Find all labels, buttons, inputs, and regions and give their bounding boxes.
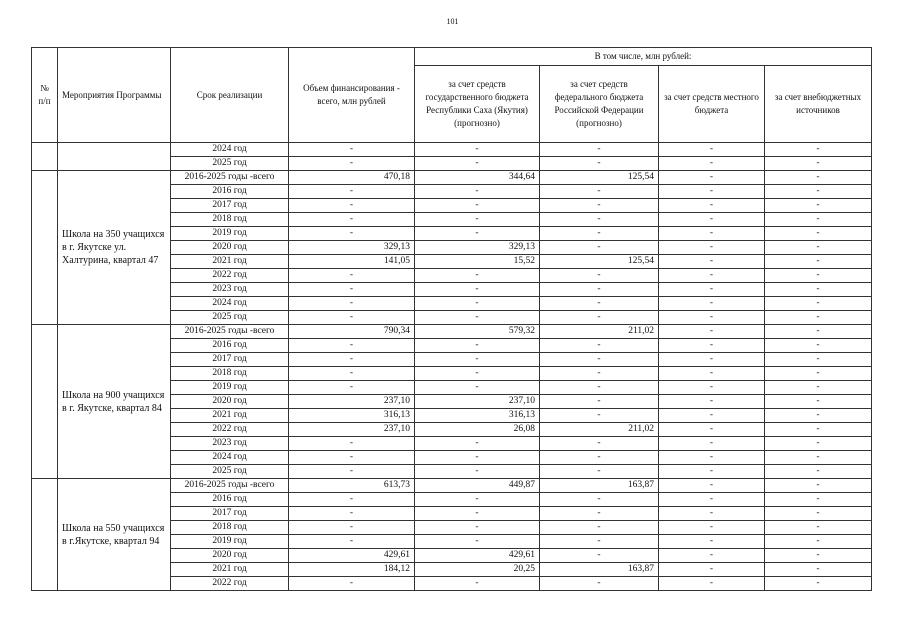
total-cell: - — [289, 157, 415, 171]
extra-cell: - — [765, 367, 872, 381]
period-cell: 2017 год — [171, 353, 289, 367]
header-events: Мероприятия Программы — [58, 48, 171, 143]
extra-cell: - — [765, 563, 872, 577]
federal-cell: - — [540, 549, 659, 563]
republic-cell: - — [415, 521, 540, 535]
period-cell: 2025 год — [171, 465, 289, 479]
total-cell: - — [289, 269, 415, 283]
period-cell: 2018 год — [171, 213, 289, 227]
local-cell: - — [659, 507, 765, 521]
local-cell: - — [659, 185, 765, 199]
federal-cell: - — [540, 199, 659, 213]
header-num: № п/п — [32, 48, 58, 143]
header-extra-budget: за счет внебюджетных источников — [765, 66, 872, 143]
total-cell: 316,13 — [289, 409, 415, 423]
total-cell: - — [289, 297, 415, 311]
federal-cell: - — [540, 465, 659, 479]
total-cell: - — [289, 577, 415, 591]
total-cell: - — [289, 339, 415, 353]
page-number: 101 — [446, 17, 459, 26]
period-cell: 2019 год — [171, 535, 289, 549]
local-cell: - — [659, 535, 765, 549]
total-cell: - — [289, 535, 415, 549]
total-cell: - — [289, 143, 415, 157]
period-cell: 2016 год — [171, 185, 289, 199]
period-cell: 2024 год — [171, 297, 289, 311]
local-cell: - — [659, 423, 765, 437]
extra-cell: - — [765, 227, 872, 241]
total-cell: - — [289, 493, 415, 507]
row-number-cell — [32, 171, 58, 325]
extra-cell: - — [765, 451, 872, 465]
federal-cell: 125,54 — [540, 171, 659, 185]
federal-cell: - — [540, 185, 659, 199]
local-cell: - — [659, 199, 765, 213]
republic-cell: - — [415, 185, 540, 199]
period-cell: 2024 год — [171, 451, 289, 465]
extra-cell: - — [765, 409, 872, 423]
federal-cell: - — [540, 241, 659, 255]
republic-cell: - — [415, 213, 540, 227]
federal-cell: - — [540, 269, 659, 283]
local-cell: - — [659, 367, 765, 381]
extra-cell: - — [765, 255, 872, 269]
extra-cell: - — [765, 395, 872, 409]
republic-cell: - — [415, 367, 540, 381]
republic-cell: 26,08 — [415, 423, 540, 437]
period-cell: 2018 год — [171, 521, 289, 535]
extra-cell: - — [765, 241, 872, 255]
total-cell: 329,13 — [289, 241, 415, 255]
extra-cell: - — [765, 171, 872, 185]
local-cell: - — [659, 269, 765, 283]
local-cell: - — [659, 409, 765, 423]
total-cell: - — [289, 185, 415, 199]
federal-cell: 163,87 — [540, 563, 659, 577]
republic-cell: - — [415, 157, 540, 171]
total-cell: - — [289, 381, 415, 395]
total-cell: - — [289, 311, 415, 325]
local-cell: - — [659, 157, 765, 171]
total-cell: - — [289, 367, 415, 381]
federal-cell: 211,02 — [540, 423, 659, 437]
table-header — [32, 48, 872, 143]
extra-cell: - — [765, 143, 872, 157]
federal-cell: - — [540, 507, 659, 521]
event-name: Школа на 900 учащихся в г. Якутске, квартал 84 — [58, 325, 171, 479]
extra-cell: - — [765, 157, 872, 171]
financing-table — [31, 47, 872, 591]
republic-cell: - — [415, 353, 540, 367]
republic-cell: 429,61 — [415, 549, 540, 563]
republic-cell: - — [415, 269, 540, 283]
total-cell: 470,18 — [289, 171, 415, 185]
row-number-cell — [32, 479, 58, 591]
local-cell: - — [659, 549, 765, 563]
total-cell: - — [289, 521, 415, 535]
local-cell: - — [659, 325, 765, 339]
total-cell: - — [289, 353, 415, 367]
local-cell: - — [659, 241, 765, 255]
extra-cell: - — [765, 325, 872, 339]
total-cell: 184,12 — [289, 563, 415, 577]
period-cell: 2017 год — [171, 507, 289, 521]
republic-cell: - — [415, 227, 540, 241]
republic-cell: - — [415, 199, 540, 213]
period-cell: 2017 год — [171, 199, 289, 213]
federal-cell: - — [540, 353, 659, 367]
period-cell: 2021 год — [171, 563, 289, 577]
local-cell: - — [659, 395, 765, 409]
table-row — [32, 171, 872, 185]
federal-cell: - — [540, 339, 659, 353]
total-cell: - — [289, 451, 415, 465]
federal-cell: 163,87 — [540, 479, 659, 493]
header-local-budget: за счет средств местного бюджета — [659, 66, 765, 143]
table-body — [32, 143, 872, 591]
local-cell: - — [659, 577, 765, 591]
republic-cell: - — [415, 577, 540, 591]
event-name: Школа на 550 учащихся в г.Якутске, квартал 94 — [58, 479, 171, 591]
republic-cell: 344,64 — [415, 171, 540, 185]
republic-cell: - — [415, 535, 540, 549]
total-cell: - — [289, 213, 415, 227]
local-cell: - — [659, 451, 765, 465]
federal-cell: - — [540, 297, 659, 311]
local-cell: - — [659, 381, 765, 395]
federal-cell: - — [540, 437, 659, 451]
federal-cell: - — [540, 535, 659, 549]
republic-cell: - — [415, 451, 540, 465]
row-number-cell — [32, 325, 58, 479]
federal-cell: - — [540, 143, 659, 157]
row-number-cell — [32, 143, 58, 171]
local-cell: - — [659, 493, 765, 507]
federal-cell: - — [540, 311, 659, 325]
total-cell: - — [289, 283, 415, 297]
extra-cell: - — [765, 465, 872, 479]
total-cell: 237,10 — [289, 423, 415, 437]
republic-cell: - — [415, 465, 540, 479]
local-cell: - — [659, 227, 765, 241]
total-cell: - — [289, 227, 415, 241]
period-cell: 2016-2025 годы -всего — [171, 171, 289, 185]
period-cell: 2023 год — [171, 437, 289, 451]
republic-cell: - — [415, 437, 540, 451]
header-period: Срок реализации — [171, 48, 289, 143]
federal-cell: - — [540, 493, 659, 507]
total-cell: - — [289, 437, 415, 451]
total-cell: - — [289, 199, 415, 213]
table-row — [32, 143, 872, 157]
federal-cell: - — [540, 157, 659, 171]
total-cell: 613,73 — [289, 479, 415, 493]
extra-cell: - — [765, 213, 872, 227]
table-row — [32, 325, 872, 339]
period-cell: 2020 год — [171, 395, 289, 409]
republic-cell: - — [415, 493, 540, 507]
period-cell: 2016-2025 годы -всего — [171, 479, 289, 493]
total-cell: 429,61 — [289, 549, 415, 563]
period-cell: 2022 год — [171, 423, 289, 437]
extra-cell: - — [765, 353, 872, 367]
extra-cell: - — [765, 311, 872, 325]
extra-cell: - — [765, 283, 872, 297]
republic-cell: - — [415, 283, 540, 297]
period-cell: 2019 год — [171, 381, 289, 395]
local-cell: - — [659, 171, 765, 185]
local-cell: - — [659, 465, 765, 479]
extra-cell: - — [765, 437, 872, 451]
event-name: Школа на 350 учащихся в г. Якутске ул. Халтурина, квартал 47 — [58, 171, 171, 325]
total-cell: 237,10 — [289, 395, 415, 409]
republic-cell: - — [415, 381, 540, 395]
republic-cell: 579,32 — [415, 325, 540, 339]
header-including: В том числе, млн рублей: — [415, 48, 872, 66]
extra-cell: - — [765, 577, 872, 591]
local-cell: - — [659, 353, 765, 367]
republic-cell: - — [415, 143, 540, 157]
period-cell: 2025 год — [171, 157, 289, 171]
republic-cell: - — [415, 311, 540, 325]
republic-cell: 237,10 — [415, 395, 540, 409]
federal-cell: - — [540, 283, 659, 297]
extra-cell: - — [765, 269, 872, 283]
period-cell: 2022 год — [171, 269, 289, 283]
federal-cell: - — [540, 521, 659, 535]
local-cell: - — [659, 213, 765, 227]
local-cell: - — [659, 521, 765, 535]
total-cell: 790,34 — [289, 325, 415, 339]
federal-cell: - — [540, 227, 659, 241]
republic-cell: - — [415, 507, 540, 521]
local-cell: - — [659, 339, 765, 353]
local-cell: - — [659, 311, 765, 325]
federal-cell: - — [540, 409, 659, 423]
period-cell: 2021 год — [171, 409, 289, 423]
federal-cell: - — [540, 367, 659, 381]
federal-cell: - — [540, 395, 659, 409]
header-total: Объем финансирования - всего, млн рублей — [289, 48, 415, 143]
total-cell: - — [289, 507, 415, 521]
local-cell: - — [659, 143, 765, 157]
local-cell: - — [659, 563, 765, 577]
table-row — [32, 479, 872, 493]
extra-cell: - — [765, 535, 872, 549]
total-cell: - — [289, 465, 415, 479]
extra-cell: - — [765, 381, 872, 395]
period-cell: 2016-2025 годы -всего — [171, 325, 289, 339]
period-cell: 2018 год — [171, 367, 289, 381]
federal-cell: - — [540, 451, 659, 465]
local-cell: - — [659, 437, 765, 451]
period-cell: 2020 год — [171, 241, 289, 255]
extra-cell: - — [765, 423, 872, 437]
local-cell: - — [659, 297, 765, 311]
federal-cell: - — [540, 577, 659, 591]
republic-cell: 20,25 — [415, 563, 540, 577]
federal-cell: - — [540, 213, 659, 227]
period-cell: 2024 год — [171, 143, 289, 157]
republic-cell: - — [415, 297, 540, 311]
extra-cell: - — [765, 493, 872, 507]
period-cell: 2022 год — [171, 577, 289, 591]
extra-cell: - — [765, 297, 872, 311]
republic-cell: 316,13 — [415, 409, 540, 423]
local-cell: - — [659, 283, 765, 297]
extra-cell: - — [765, 549, 872, 563]
event-name — [58, 143, 171, 171]
period-cell: 2021 год — [171, 255, 289, 269]
extra-cell: - — [765, 479, 872, 493]
period-cell: 2020 год — [171, 549, 289, 563]
federal-cell: - — [540, 381, 659, 395]
period-cell: 2016 год — [171, 493, 289, 507]
period-cell: 2025 год — [171, 311, 289, 325]
local-cell: - — [659, 255, 765, 269]
total-cell: 141,05 — [289, 255, 415, 269]
period-cell: 2019 год — [171, 227, 289, 241]
federal-cell: 211,02 — [540, 325, 659, 339]
extra-cell: - — [765, 185, 872, 199]
extra-cell: - — [765, 521, 872, 535]
federal-cell: 125,54 — [540, 255, 659, 269]
extra-cell: - — [765, 339, 872, 353]
extra-cell: - — [765, 507, 872, 521]
period-cell: 2023 год — [171, 283, 289, 297]
extra-cell: - — [765, 199, 872, 213]
republic-cell: 449,87 — [415, 479, 540, 493]
header-federal-budget: за счет средств федерального бюджета Российской Федерации (прогнозно) — [540, 66, 659, 143]
republic-cell: - — [415, 339, 540, 353]
republic-cell: 329,13 — [415, 241, 540, 255]
period-cell: 2016 год — [171, 339, 289, 353]
local-cell: - — [659, 479, 765, 493]
republic-cell: 15,52 — [415, 255, 540, 269]
header-republic-budget: за счет средств государственного бюджета Республики Саха (Якутия) (прогнозно) — [415, 66, 540, 143]
